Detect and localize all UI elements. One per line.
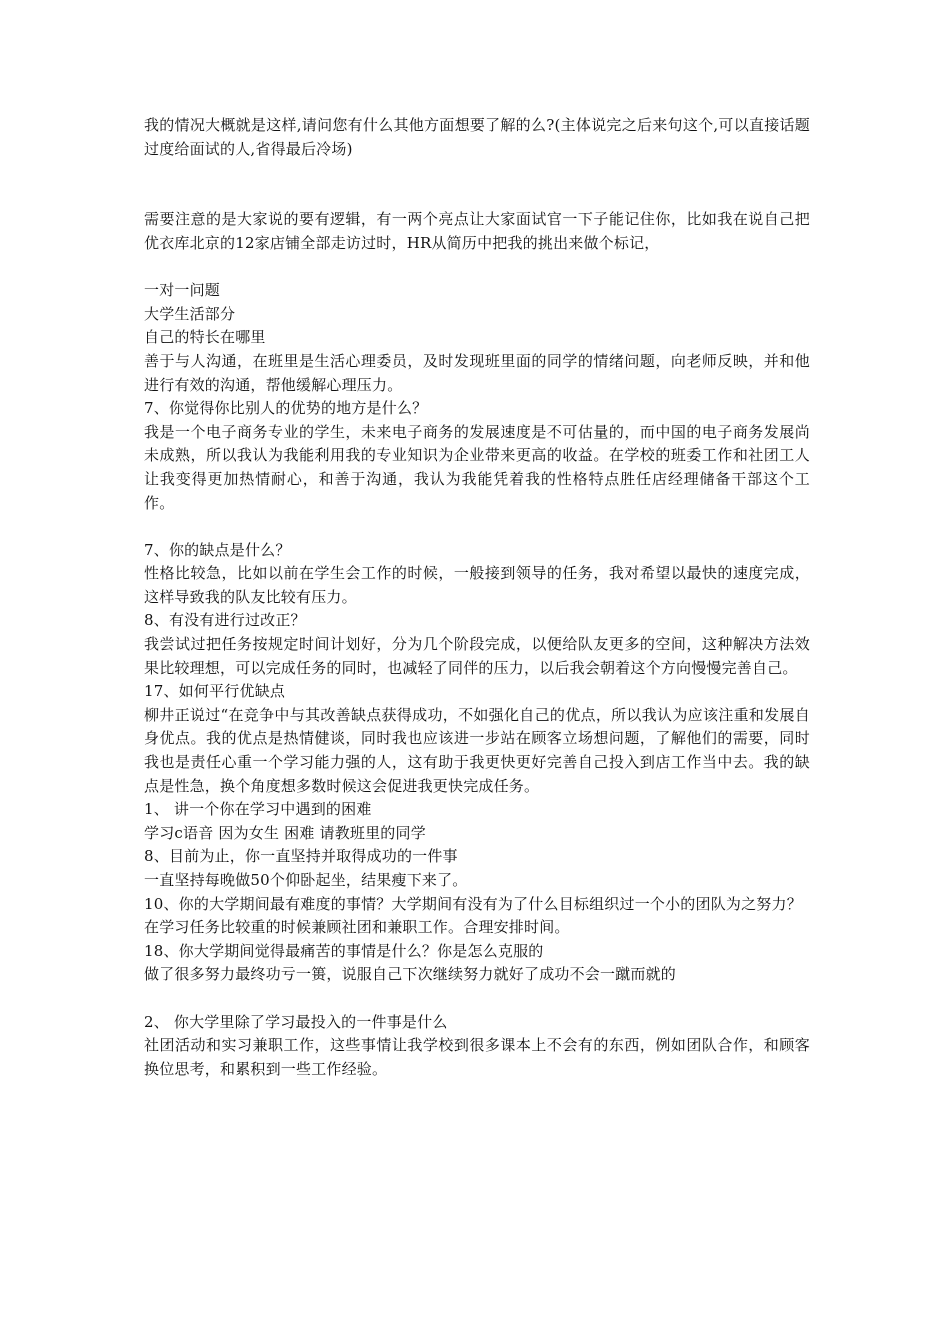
answer-persistence: 一直坚持每晚做50个仰卧起坐，结果瘦下来了。 bbox=[144, 871, 468, 889]
logic-note-paragraph: 需要注意的是大家说的要有逻辑，有一两个亮点让大家面试官一下子能记住你，比如我在说自己把优衣库北京的12家店铺全部走访过时，HR从简历中把我的挑出来做个标记， bbox=[144, 210, 810, 252]
document-body bbox=[144, 114, 810, 1081]
question-difficulty: 1、 讲一个你在学习中遇到的困难 bbox=[144, 800, 372, 819]
answer-advantages: 我是一个电子商务专业的学生，未来电子商务的发展速度是不可估量的，而中国的电子商务发展尚未成熟，所以我认为我能利用我的专业知识为企业带来更高的收益。在学校的班委工作和社团工人让我变得更加热情耐心，和善于沟通，我认为我能凭着我的性格特点胜任店经理储备干部这个工作。 bbox=[144, 422, 810, 512]
blank-line bbox=[144, 987, 810, 1011]
answer-improvement: 我尝试过把任务按规定时间计划好，分为几个阶段完成，以便给队友更多的空间，这种解决方法效果比较理想，可以完成任务的同时，也减轻了同伴的压力，以后我会朝着这个方向慢慢完善自己。 bbox=[144, 635, 810, 677]
closing-question-paragraph: 我的情况大概就是这样,请问您有什么其他方面想要了解的么?(主体说完之后来句这个,可以直接话题过度给面试的人,省得最后冷场) bbox=[144, 116, 810, 158]
question-balance: 17、如何平行优缺点 bbox=[144, 682, 286, 701]
blank-line bbox=[144, 256, 810, 280]
section-heading: 一对一问题 bbox=[144, 281, 221, 300]
question-weaknesses: 7、你的缺点是什么？ bbox=[144, 540, 291, 559]
answer-hardest-thing: 在学习任务比较重的时候兼顾社团和兼职工作。合理安排时间。 bbox=[144, 918, 570, 937]
question-most-painful: 18、你大学期间觉得最痛苦的事情是什么？你是怎么克服的 bbox=[144, 941, 544, 960]
answer-most-invested: 社团活动和实习兼职工作，这些事情让我学校到很多课本上不会有的东西，例如团队合作，和顾客换位思考，和累积到一些工作经验。 bbox=[144, 1036, 810, 1078]
answer-weaknesses: 性格比较急，比如以前在学生会工作的时候，一般接到领导的任务，我对希望以最快的速度完成，这样导致我的队友比较有压力。 bbox=[144, 564, 810, 606]
question-strengths: 自己的特长在哪里 bbox=[144, 328, 266, 347]
question-hardest-thing: 10、你的大学期间最有难度的事情？大学期间有没有为了什么目标组织过一个小的团队为之努力？ bbox=[144, 894, 802, 913]
blank-line bbox=[144, 161, 810, 208]
answer-balance: 柳井正说过“在竞争中与其改善缺点获得成功，不如强化自己的优点，所以我认为应该注重和发展自身优点。我的优点是热情健谈，同时我也应该进一步站在顾客立场想问题，了解他们的需要，同时我也是责任心重一个学习能力强的人，这有助于我更快更好完善自己投入到店工作当中去。我的缺点是性急，换个角度想多数时候这会促进我更快完成任务。 bbox=[144, 705, 810, 795]
blank-line bbox=[144, 515, 810, 539]
answer-most-painful: 做了很多努力最终功亏一篑，说服自己下次继续努力就好了成功不会一蹴而就的 bbox=[144, 965, 677, 984]
question-most-invested: 2、 你大学里除了学习最投入的一件事是什么 bbox=[144, 1012, 448, 1031]
question-advantages: 7、你觉得你比别人的优势的地方是什么？ bbox=[144, 399, 428, 418]
answer-strengths: 善于与人沟通，在班里是生活心理委员，及时发现班里面的同学的情绪问题，向老师反映，并和他进行有效的沟通，帮他缓解心理压力。 bbox=[144, 351, 810, 394]
answer-difficulty: 学习c语音 因为女生 困难 请教班里的同学 bbox=[144, 823, 426, 842]
question-improvement: 8、有没有进行过改正？ bbox=[144, 611, 306, 630]
subsection-heading: 大学生活部分 bbox=[144, 304, 236, 323]
question-persistence: 8、目前为止，你一直坚持并取得成功的一件事 bbox=[144, 847, 458, 866]
